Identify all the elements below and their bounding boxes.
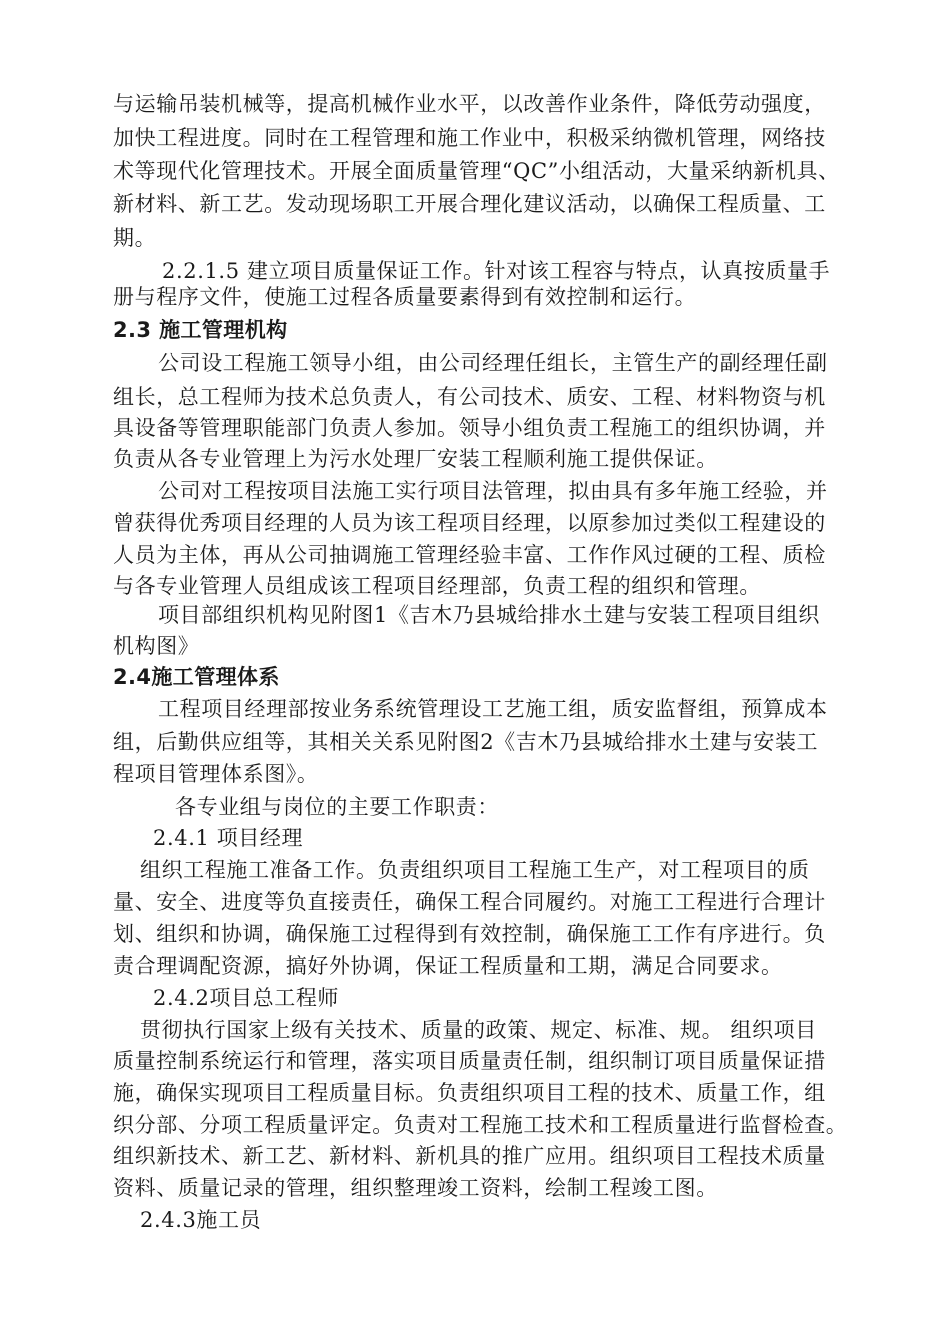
text-line: 负责从各专业管理上为污水处理厂安装工程顺利施工提供保证。 xyxy=(113,447,718,471)
subsection-heading: 2.4.3施工员 xyxy=(140,1208,262,1232)
text-line: 机构图》 xyxy=(113,634,200,658)
text-line: 具设备等管理职能部门负责人参加。领导小组负责工程施工的组织协调，并 xyxy=(113,416,826,440)
text-line: 术等现代化管理技术。开展全面质量管理“QC”小组活动，大量采纳新机具、 xyxy=(113,159,840,183)
text-line: 人员为主体，再从公司抽调施工管理经验丰富、工作作风过硬的工程、质检 xyxy=(113,543,826,567)
text-line: 公司对工程按项目法施工实行项目法管理，拟由具有多年施工经验，并 xyxy=(158,479,828,503)
text-line: 工程项目经理部按业务系统管理设工艺施工组，质安监督组，预算成本 xyxy=(158,697,828,721)
text-line: 组，后勤供应组等，其相关关系见附图2《吉木乃县城给排水土建与安装工 xyxy=(113,730,819,754)
text-line: 程项目管理体系图》。 xyxy=(113,762,319,786)
text-line: 与运输吊装机械等，提高机械作业水平，以改善作业条件，降低劳动强度， xyxy=(113,92,826,116)
text-line: 册与程序文件，使施工过程各质量要素得到有效控制和运行。 xyxy=(113,285,697,309)
text-line: 项目部组织机构见附图1《吉木乃县城给排水土建与安装工程项目组织 xyxy=(158,603,820,627)
text-line: 公司设工程施工领导小组，由公司经理任组长，主管生产的副经理任副 xyxy=(158,351,828,375)
text-line: 新材料、新工艺。发动现场职工开展合理化建议活动，以确保工程质量、工 xyxy=(113,192,826,216)
text-line: 2.2.1.5 建立项目质量保证工作。针对该工程容与特点，认真按质量手 xyxy=(162,259,831,283)
text-line: 加快工程进度。同时在工程管理和施工作业中，积极采纳微机管理，网络技 xyxy=(113,126,826,150)
text-line: 施，确保实现项目工程质量目标。负责组织项目工程的技术、质量工作，组 xyxy=(113,1081,826,1105)
subsection-heading: 2.4.2项目总工程师 xyxy=(153,986,340,1010)
text-line: 织分部、分项工程质量评定。负责对工程施工技术和工程质量进行监督检查。 xyxy=(113,1113,848,1137)
text-line: 质量控制系统运行和管理，落实项目质量责任制，组织制订项目质量保证措 xyxy=(113,1049,826,1073)
text-line: 曾获得优秀项目经理的人员为该工程项目经理，以原参加过类似工程建设的 xyxy=(113,511,826,535)
text-line: 组长，总工程师为技术总负责人，有公司技术、质安、工程、材料物资与机 xyxy=(113,385,826,409)
text-line: 组织工程施工准备工作。负责组织项目工程施工生产，对工程项目的质 xyxy=(140,858,810,882)
text-line: 组织新技术、新工艺、新材料、新机具的推广应用。组织项目工程技术质量 xyxy=(113,1144,826,1168)
section-heading: 2.3 施工管理机构 xyxy=(113,318,288,342)
subsection-heading: 2.4.1 项目经理 xyxy=(153,826,304,850)
text-line: 各专业组与岗位的主要工作职责： xyxy=(175,795,499,819)
section-heading: 2.4施工管理体系 xyxy=(113,665,280,689)
text-line: 期。 xyxy=(113,226,157,250)
text-line: 量、安全、进度等负直接责任，确保工程合同履约。对施工工程进行合理计 xyxy=(113,890,826,914)
text-line: 资料、质量记录的管理，组织整理竣工资料，绘制工程竣工图。 xyxy=(113,1176,718,1200)
text-line: 责合理调配资源，搞好外协调，保证工程质量和工期，满足合同要求。 xyxy=(113,954,783,978)
text-line: 与各专业管理人员组成该工程项目经理部，负责工程的组织和管理。 xyxy=(113,574,761,598)
text-line: 贯彻执行国家上级有关技术、质量的政策、规定、标准、规。 组织项目 xyxy=(140,1018,817,1042)
text-line: 划、组织和协调，确保施工过程得到有效控制，确保施工工作有序进行。负 xyxy=(113,922,826,946)
